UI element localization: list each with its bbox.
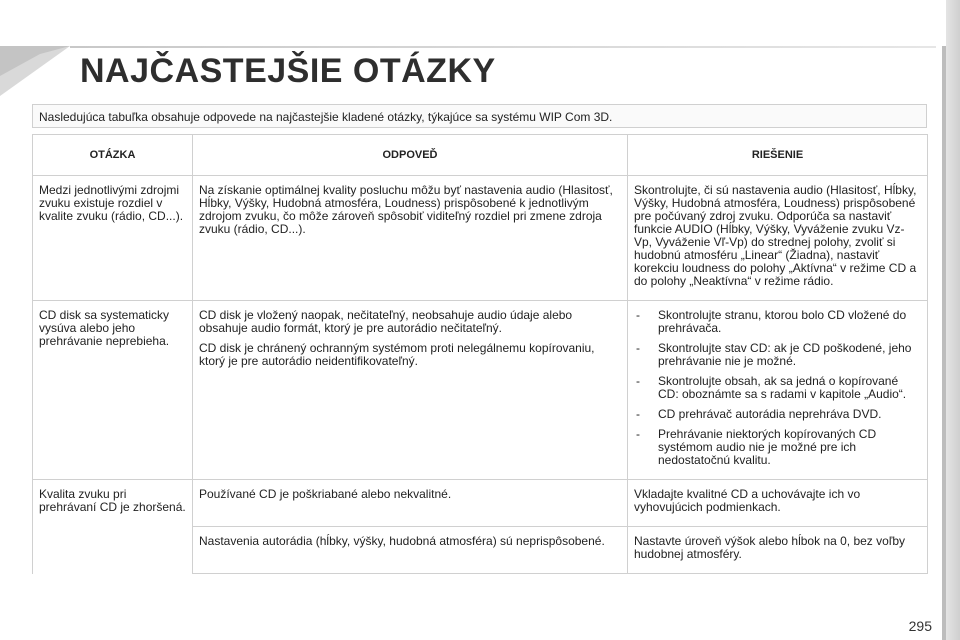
solution-cell [628, 527, 928, 574]
question-text: Kvalita zvuku pri prehrávaní CD je zhoršená. [39, 487, 186, 514]
table-row [33, 480, 928, 527]
page-number: 295 [908, 618, 932, 634]
question-text: CD disk sa systematicky vysúva alebo jeho prehrávanie neprebieha. [39, 308, 170, 348]
answer-text: Na získanie optimálnej kvality posluchu môžu byť nastavenia audio (Hlasitosť, Hĺbky, Výšky, Hudobná atmosféra, Loudness) prispôsobené k jednotlivým zdrojom zvuku, čo môže zároveň spôsobiť viditeľný rozdiel pri zmene zdroja zvuku (rádio, CD...). [199, 183, 613, 236]
solution-list-item: - Skontrolujte obsah, ak sa jedná o kopírované CD: oboznámte sa s radami v kapitole „Audio“. [634, 375, 921, 401]
column-header-question: OTÁZKA [33, 135, 193, 176]
solution-text: Skontrolujte, či sú nastavenia audio (Hlasitosť, Hĺbky, Výšky, Hudobná atmosféra, Loudness) prispôsobené pre počúvaný zdroj zvuku. Odporúča sa nastaviť funkcie AUDIO (Hĺbky, Výšky, Vyváženie zvuku Vz-Vp, Vyváženie Vľ-Vp) do strednej polohy, zvoliť si hudobnú atmosféru „Linear“ (Žiadna), nastaviť korekciu loudness do polohy „Aktívna“ v režime CD a do polohy „Neaktívna“ v režime rádio. [634, 183, 917, 288]
solution-list-item: - Skontrolujte stav CD: ak je CD poškodené, jeho prehrávanie nie je možné. [634, 342, 921, 368]
solution-cell [628, 176, 928, 301]
question-cell [33, 480, 193, 574]
answer-cell [193, 301, 628, 480]
solution-cell [628, 301, 928, 480]
solution-text: Nastavte úroveň výšok alebo hĺbok na 0, bez voľby hudobnej atmosféry. [634, 534, 905, 561]
solution-list-item: - Prehrávanie niektorých kopírovaných CD systémom audio nie je možné pre ich nedostatočnú kvalitu. [634, 428, 921, 467]
faq-table [32, 134, 928, 574]
header-accent-wedge [0, 46, 70, 96]
answer-cell [193, 480, 628, 527]
column-header-answer: ODPOVEĎ [193, 135, 628, 176]
answer-text: Používané CD je poškriabané alebo nekvalitné. [199, 487, 452, 501]
question-cell [33, 176, 193, 301]
answer-cell [193, 527, 628, 574]
answer-cell [193, 176, 628, 301]
answer-text: CD disk je vložený naopak, nečitateľný, neobsahuje audio údaje alebo obsahuje audio formát, ktorý je pre autorádio nečitateľný. [199, 308, 573, 335]
intro-text: Nasledujúca tabuľka obsahuje odpovede na najčastejšie kladené otázky, týkajúce sa systému WIP Com 3D. [32, 104, 927, 128]
solution-list-item: - CD prehrávač autorádia neprehráva DVD. [634, 408, 921, 421]
column-header-solution: RIEŠENIE [628, 135, 928, 176]
table-row [33, 301, 928, 480]
table-header-row [33, 135, 928, 176]
answer-text: CD disk je chránený ochranným systémom proti nelegálnemu kopírovaniu, ktorý je pre autorádio neidentifikovateľný. [199, 341, 595, 368]
solution-list-item: - Skontrolujte stranu, ktorou bolo CD vložené do prehrávača. [634, 309, 921, 335]
page-edge-bar [946, 0, 960, 640]
page-title: NAJČASTEJŠIE OTÁZKY [80, 52, 496, 90]
question-cell [33, 301, 193, 480]
table-row [33, 176, 928, 301]
solution-list [634, 309, 921, 467]
solution-cell [628, 480, 928, 527]
solution-text: Vkladajte kvalitné CD a uchovávajte ich vo vyhovujúcich podmienkach. [634, 487, 861, 514]
question-text: Medzi jednotlivými zdrojmi zvuku existuje rozdiel v kvalite zvuku (rádio, CD...). [39, 183, 184, 223]
title-rule [70, 46, 936, 48]
answer-text: Nastavenia autorádia (hĺbky, výšky, hudobná atmosféra) sú neprispôsobené. [199, 534, 605, 548]
